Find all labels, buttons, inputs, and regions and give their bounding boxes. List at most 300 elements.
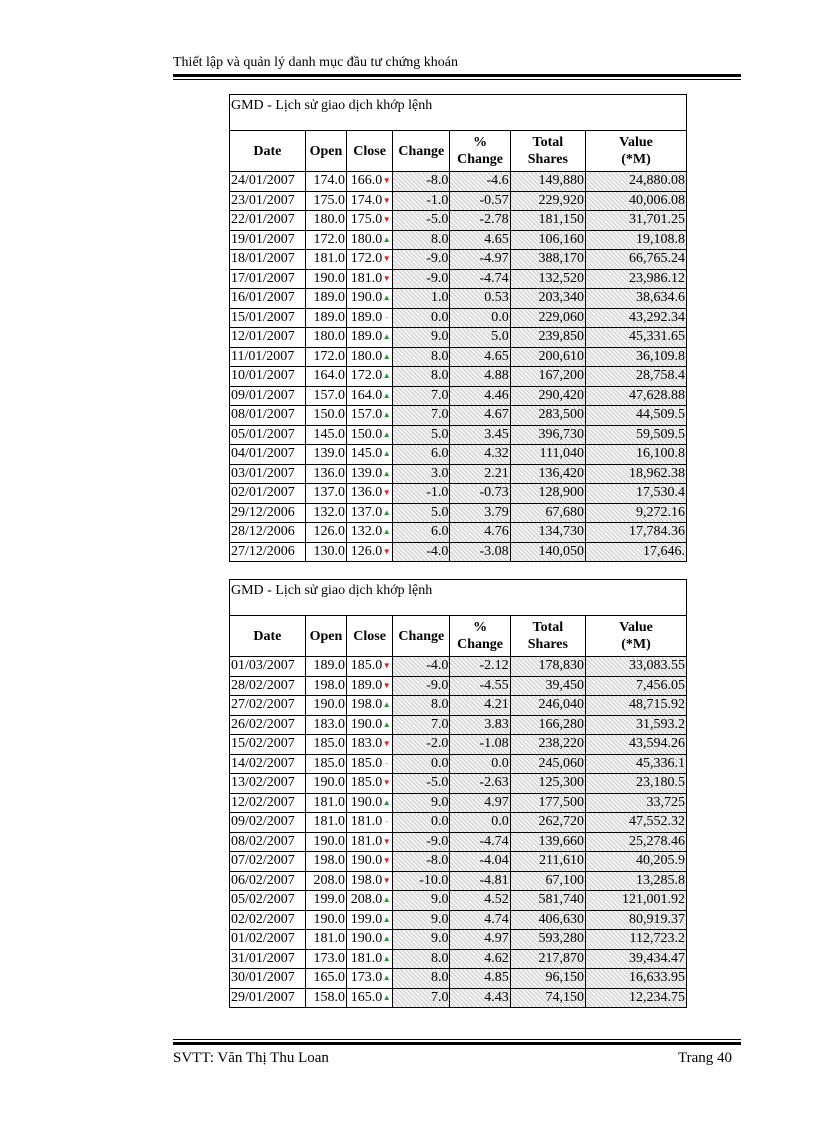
- cell-pct-change: -4.97: [450, 250, 510, 270]
- table-title: GMD - Lịch sử giao dịch khớp lệnh: [230, 580, 686, 616]
- cell-open: 190.0: [305, 910, 346, 930]
- column-header-close: [347, 131, 393, 172]
- cell-open: 158.0: [305, 988, 346, 1007]
- close-value: 208.0: [350, 892, 383, 908]
- column-header-date: [230, 131, 305, 172]
- cell-change: 9.0: [393, 328, 450, 348]
- cell-change: -4.0: [393, 542, 450, 561]
- cell-open: 137.0: [305, 484, 346, 504]
- cell-change: 5.0: [393, 503, 450, 523]
- table-row: [230, 657, 686, 677]
- table-row: [230, 367, 686, 387]
- cell-date: 22/01/2007: [230, 211, 305, 231]
- cell-close: [347, 774, 393, 794]
- cell-value: 40,205.9: [586, 852, 686, 872]
- close-value: 185.0: [350, 658, 383, 674]
- cell-pct-change: -4.81: [450, 871, 510, 891]
- trend-up-icon: ▲: [382, 332, 391, 342]
- trend-down-icon: ▼: [382, 875, 391, 885]
- cell-value: 18,962.38: [586, 464, 686, 484]
- trade-history-table-2: [229, 579, 687, 1008]
- cell-date: 27/02/2007: [230, 696, 305, 716]
- cell-total-shares: 139,660: [510, 832, 585, 852]
- cell-total-shares: 67,100: [510, 871, 585, 891]
- cell-total-shares: 229,060: [510, 308, 585, 328]
- table-row: [230, 211, 686, 231]
- cell-total-shares: 39,450: [510, 676, 585, 696]
- cell-open: 181.0: [305, 250, 346, 270]
- header-row: [230, 131, 686, 172]
- column-header-pct-change-text: %: [473, 620, 488, 635]
- trend-up-icon: ▲: [382, 468, 391, 478]
- cell-change: 3.0: [393, 464, 450, 484]
- cell-value: 47,552.32: [586, 813, 686, 833]
- trend-up-icon: ▲: [382, 449, 391, 459]
- cell-value: 13,285.8: [586, 871, 686, 891]
- column-header-pct-change: [450, 616, 510, 657]
- cell-open: 132.0: [305, 503, 346, 523]
- cell-pct-change: -3.08: [450, 542, 510, 561]
- cell-close: [347, 386, 393, 406]
- cell-close: [347, 406, 393, 426]
- cell-date: 07/02/2007: [230, 852, 305, 872]
- footer-author: SVTT: Văn Thị Thu Loan: [173, 1050, 329, 1066]
- cell-pct-change: -4.6: [450, 172, 510, 192]
- cell-date: 09/02/2007: [230, 813, 305, 833]
- cell-pct-change: -4.74: [450, 832, 510, 852]
- trend-flat-icon: -: [385, 758, 389, 768]
- cell-pct-change: 3.79: [450, 503, 510, 523]
- cell-open: 185.0: [305, 754, 346, 774]
- table-row: [230, 250, 686, 270]
- cell-value: 25,278.46: [586, 832, 686, 852]
- table-row: [230, 871, 686, 891]
- cell-close: [347, 657, 393, 677]
- table-row: [230, 406, 686, 426]
- close-value: 190.0: [350, 290, 383, 306]
- cell-close: [347, 542, 393, 561]
- trend-up-icon: ▲: [382, 934, 391, 944]
- cell-value: 80,919.37: [586, 910, 686, 930]
- cell-date: 28/12/2006: [230, 523, 305, 543]
- cell-value: 45,331.65: [586, 328, 686, 348]
- cell-change: -1.0: [393, 191, 450, 211]
- cell-date: 24/01/2007: [230, 172, 305, 192]
- cell-total-shares: 290,420: [510, 386, 585, 406]
- column-header-value-text: (*M): [621, 637, 651, 652]
- cell-total-shares: 283,500: [510, 406, 585, 426]
- column-header-total-shares: [510, 131, 585, 172]
- cell-open: 150.0: [305, 406, 346, 426]
- cell-total-shares: 396,730: [510, 425, 585, 445]
- cell-change: -8.0: [393, 172, 450, 192]
- close-value: 189.0: [350, 329, 383, 345]
- cell-value: 48,715.92: [586, 696, 686, 716]
- cell-value: 16,633.95: [586, 969, 686, 989]
- close-value: 198.0: [350, 872, 383, 888]
- cell-close: [347, 347, 393, 367]
- cell-date: 04/01/2007: [230, 445, 305, 465]
- close-value: 198.0: [350, 697, 383, 713]
- cell-close: [347, 367, 393, 387]
- table-row: [230, 347, 686, 367]
- trend-down-icon: ▼: [382, 254, 391, 264]
- column-header-date: [230, 616, 305, 657]
- data-grid: [230, 131, 686, 561]
- cell-value: 45,336.1: [586, 754, 686, 774]
- trend-up-icon: ▲: [382, 507, 391, 517]
- cell-value: 47,628.88: [586, 386, 686, 406]
- cell-change: 8.0: [393, 696, 450, 716]
- cell-pct-change: 4.74: [450, 910, 510, 930]
- trend-down-icon: ▼: [382, 661, 391, 671]
- close-value: 164.0: [350, 387, 383, 403]
- table-row: [230, 503, 686, 523]
- cell-total-shares: 74,150: [510, 988, 585, 1007]
- cell-close: [347, 930, 393, 950]
- close-value: 172.0: [350, 251, 383, 267]
- cell-date: 01/03/2007: [230, 657, 305, 677]
- cell-total-shares: 106,160: [510, 230, 585, 250]
- cell-date: 17/01/2007: [230, 269, 305, 289]
- cell-close: [347, 328, 393, 348]
- cell-change: 9.0: [393, 891, 450, 911]
- cell-open: 190.0: [305, 696, 346, 716]
- table-row: [230, 191, 686, 211]
- table-row: [230, 696, 686, 716]
- cell-total-shares: 149,880: [510, 172, 585, 192]
- cell-change: 6.0: [393, 523, 450, 543]
- cell-change: 8.0: [393, 949, 450, 969]
- cell-value: 33,725: [586, 793, 686, 813]
- table-row: [230, 484, 686, 504]
- cell-value: 40,006.08: [586, 191, 686, 211]
- trend-up-icon: ▲: [382, 390, 391, 400]
- cell-date: 30/01/2007: [230, 969, 305, 989]
- cell-total-shares: 203,340: [510, 289, 585, 309]
- table-title: GMD - Lịch sử giao dịch khớp lệnh: [230, 95, 686, 131]
- cell-change: 9.0: [393, 910, 450, 930]
- column-header-open-text: Open: [309, 143, 343, 159]
- cell-change: 6.0: [393, 445, 450, 465]
- close-value: 183.0: [350, 736, 383, 752]
- cell-pct-change: 4.65: [450, 230, 510, 250]
- cell-date: 31/01/2007: [230, 949, 305, 969]
- table-row: [230, 386, 686, 406]
- cell-value: 43,292.34: [586, 308, 686, 328]
- cell-open: 190.0: [305, 774, 346, 794]
- trend-down-icon: ▼: [382, 778, 391, 788]
- cell-total-shares: 134,730: [510, 523, 585, 543]
- cell-value: 17,646.: [586, 542, 686, 561]
- cell-value: 7,456.05: [586, 676, 686, 696]
- cell-change: -9.0: [393, 269, 450, 289]
- cell-close: [347, 852, 393, 872]
- cell-pct-change: 4.76: [450, 523, 510, 543]
- column-header-pct-change-text: Change: [457, 637, 504, 652]
- cell-value: 17,784.36: [586, 523, 686, 543]
- close-value: 189.0: [350, 677, 383, 693]
- cell-change: 9.0: [393, 930, 450, 950]
- cell-open: 190.0: [305, 832, 346, 852]
- cell-change: 8.0: [393, 347, 450, 367]
- cell-date: 02/01/2007: [230, 484, 305, 504]
- cell-date: 18/01/2007: [230, 250, 305, 270]
- cell-close: [347, 464, 393, 484]
- cell-value: 112,723.2: [586, 930, 686, 950]
- trend-up-icon: ▲: [382, 797, 391, 807]
- cell-value: 24,880.08: [586, 172, 686, 192]
- table-row: [230, 523, 686, 543]
- trend-flat-icon: -: [385, 312, 389, 322]
- table-row: [230, 832, 686, 852]
- cell-pct-change: 4.67: [450, 406, 510, 426]
- cell-open: 165.0: [305, 969, 346, 989]
- cell-open: 173.0: [305, 949, 346, 969]
- column-header-pct-change-text: Change: [457, 152, 504, 167]
- trend-up-icon: ▲: [382, 429, 391, 439]
- cell-close: [347, 988, 393, 1007]
- trend-down-icon: ▼: [382, 739, 391, 749]
- table-row: [230, 774, 686, 794]
- close-value: 190.0: [350, 931, 383, 947]
- cell-pct-change: -4.74: [450, 269, 510, 289]
- cell-total-shares: 245,060: [510, 754, 585, 774]
- column-header-total-shares-text: Shares: [527, 637, 568, 652]
- cell-date: 05/01/2007: [230, 425, 305, 445]
- cell-open: 198.0: [305, 676, 346, 696]
- cell-value: 66,765.24: [586, 250, 686, 270]
- cell-value: 31,701.25: [586, 211, 686, 231]
- cell-total-shares: 200,610: [510, 347, 585, 367]
- cell-total-shares: 262,720: [510, 813, 585, 833]
- cell-pct-change: -2.63: [450, 774, 510, 794]
- cell-pct-change: -4.04: [450, 852, 510, 872]
- column-header-change-text: Change: [398, 143, 445, 159]
- cell-value: 23,180.5: [586, 774, 686, 794]
- cell-date: 12/02/2007: [230, 793, 305, 813]
- table-row: [230, 328, 686, 348]
- column-header-value: [586, 616, 686, 657]
- cell-pct-change: -2.12: [450, 657, 510, 677]
- column-header-value: [586, 131, 686, 172]
- cell-total-shares: 211,610: [510, 852, 585, 872]
- table-row: [230, 542, 686, 561]
- cell-total-shares: 178,830: [510, 657, 585, 677]
- cell-pct-change: 0.53: [450, 289, 510, 309]
- cell-close: [347, 445, 393, 465]
- header-rule-thick: [173, 74, 741, 77]
- close-value: 190.0: [350, 853, 383, 869]
- close-value: 190.0: [350, 794, 383, 810]
- cell-change: 7.0: [393, 386, 450, 406]
- cell-change: 0.0: [393, 754, 450, 774]
- trend-down-icon: ▼: [382, 680, 391, 690]
- cell-total-shares: 181,150: [510, 211, 585, 231]
- cell-total-shares: 177,500: [510, 793, 585, 813]
- cell-close: [347, 250, 393, 270]
- cell-open: 185.0: [305, 735, 346, 755]
- cell-date: 11/01/2007: [230, 347, 305, 367]
- cell-change: -9.0: [393, 676, 450, 696]
- page-header-title: Thiết lập và quản lý danh mục đầu tư chứng khoán: [173, 55, 458, 70]
- table-row: [230, 813, 686, 833]
- cell-close: [347, 793, 393, 813]
- cell-pct-change: -0.73: [450, 484, 510, 504]
- cell-close: [347, 715, 393, 735]
- trend-up-icon: ▲: [382, 527, 391, 537]
- cell-value: 36,109.8: [586, 347, 686, 367]
- cell-change: 0.0: [393, 813, 450, 833]
- cell-open: 130.0: [305, 542, 346, 561]
- close-value: 139.0: [350, 465, 383, 481]
- column-header-change: [393, 131, 450, 172]
- cell-value: 16,100.8: [586, 445, 686, 465]
- cell-pct-change: 4.97: [450, 793, 510, 813]
- cell-open: 136.0: [305, 464, 346, 484]
- cell-open: 181.0: [305, 793, 346, 813]
- cell-date: 10/01/2007: [230, 367, 305, 387]
- close-value: 181.0: [350, 950, 383, 966]
- cell-total-shares: 238,220: [510, 735, 585, 755]
- cell-pct-change: 4.32: [450, 445, 510, 465]
- cell-date: 29/01/2007: [230, 988, 305, 1007]
- cell-change: -5.0: [393, 774, 450, 794]
- cell-pct-change: -0.57: [450, 191, 510, 211]
- cell-date: 16/01/2007: [230, 289, 305, 309]
- cell-open: 189.0: [305, 289, 346, 309]
- column-header-total-shares: [510, 616, 585, 657]
- cell-value: 59,509.5: [586, 425, 686, 445]
- close-value: 181.0: [350, 833, 383, 849]
- cell-date: 15/02/2007: [230, 735, 305, 755]
- column-header-pct-change: [450, 131, 510, 172]
- cell-pct-change: 4.21: [450, 696, 510, 716]
- cell-date: 23/01/2007: [230, 191, 305, 211]
- column-header-open: [305, 616, 346, 657]
- cell-date: 13/02/2007: [230, 774, 305, 794]
- table-row: [230, 715, 686, 735]
- table-row: [230, 910, 686, 930]
- cell-date: 14/02/2007: [230, 754, 305, 774]
- cell-value: 39,434.47: [586, 949, 686, 969]
- header-row: [230, 616, 686, 657]
- cell-close: [347, 676, 393, 696]
- data-grid: [230, 616, 686, 1007]
- close-value: 181.0: [350, 270, 383, 286]
- close-value: 199.0: [350, 911, 383, 927]
- close-value: 189.0: [350, 309, 383, 325]
- column-header-total-shares-text: Shares: [527, 152, 568, 167]
- cell-value: 44,509.5: [586, 406, 686, 426]
- table-row: [230, 308, 686, 328]
- cell-change: 5.0: [393, 425, 450, 445]
- cell-total-shares: 140,050: [510, 542, 585, 561]
- cell-open: 208.0: [305, 871, 346, 891]
- trend-down-icon: ▼: [382, 836, 391, 846]
- cell-open: 189.0: [305, 308, 346, 328]
- table-row: [230, 289, 686, 309]
- trend-up-icon: ▲: [382, 234, 391, 244]
- cell-date: 08/02/2007: [230, 832, 305, 852]
- cell-total-shares: 136,420: [510, 464, 585, 484]
- cell-change: -5.0: [393, 211, 450, 231]
- cell-change: 7.0: [393, 406, 450, 426]
- cell-close: [347, 969, 393, 989]
- table-row: [230, 930, 686, 950]
- cell-pct-change: 2.21: [450, 464, 510, 484]
- table-row: [230, 464, 686, 484]
- close-value: 150.0: [350, 426, 383, 442]
- cell-change: -4.0: [393, 657, 450, 677]
- cell-close: [347, 172, 393, 192]
- footer-rule-thin: [173, 1039, 741, 1040]
- trend-up-icon: ▲: [382, 895, 391, 905]
- cell-close: [347, 269, 393, 289]
- column-header-total-shares-text: Total: [532, 620, 564, 635]
- cell-close: [347, 191, 393, 211]
- column-header-value-text: Value: [619, 135, 653, 150]
- column-header-value-text: Value: [619, 620, 653, 635]
- cell-open: 157.0: [305, 386, 346, 406]
- cell-close: [347, 425, 393, 445]
- cell-total-shares: 167,200: [510, 367, 585, 387]
- cell-open: 180.0: [305, 211, 346, 231]
- cell-open: 183.0: [305, 715, 346, 735]
- cell-date: 28/02/2007: [230, 676, 305, 696]
- cell-total-shares: 166,280: [510, 715, 585, 735]
- cell-change: 8.0: [393, 230, 450, 250]
- cell-total-shares: 406,630: [510, 910, 585, 930]
- cell-change: 8.0: [393, 367, 450, 387]
- column-header-open: [305, 131, 346, 172]
- cell-open: 190.0: [305, 269, 346, 289]
- cell-open: 175.0: [305, 191, 346, 211]
- trend-down-icon: ▼: [382, 215, 391, 225]
- column-header-close-text: Close: [353, 143, 386, 159]
- table-row: [230, 969, 686, 989]
- close-value: 136.0: [350, 485, 383, 501]
- cell-date: 27/12/2006: [230, 542, 305, 561]
- cell-close: [347, 813, 393, 833]
- close-value: 137.0: [350, 504, 383, 520]
- column-header-date-text: Date: [253, 628, 282, 644]
- cell-value: 17,530.4: [586, 484, 686, 504]
- column-header-value-text: (*M): [621, 152, 651, 167]
- cell-pct-change: 0.0: [450, 308, 510, 328]
- cell-change: 7.0: [393, 988, 450, 1007]
- cell-close: [347, 484, 393, 504]
- cell-pct-change: 3.83: [450, 715, 510, 735]
- cell-total-shares: 581,740: [510, 891, 585, 911]
- table-row: [230, 949, 686, 969]
- cell-close: [347, 523, 393, 543]
- cell-total-shares: 67,680: [510, 503, 585, 523]
- close-value: 132.0: [350, 524, 383, 540]
- table-row: [230, 676, 686, 696]
- cell-value: 9,272.16: [586, 503, 686, 523]
- table-row: [230, 891, 686, 911]
- close-value: 180.0: [350, 231, 383, 247]
- column-header-change-text: Change: [398, 628, 445, 644]
- cell-pct-change: 3.45: [450, 425, 510, 445]
- table-row: [230, 988, 686, 1007]
- table-row: [230, 269, 686, 289]
- trend-flat-icon: -: [385, 817, 389, 827]
- cell-value: 23,986.12: [586, 269, 686, 289]
- cell-value: 19,108.8: [586, 230, 686, 250]
- cell-close: [347, 871, 393, 891]
